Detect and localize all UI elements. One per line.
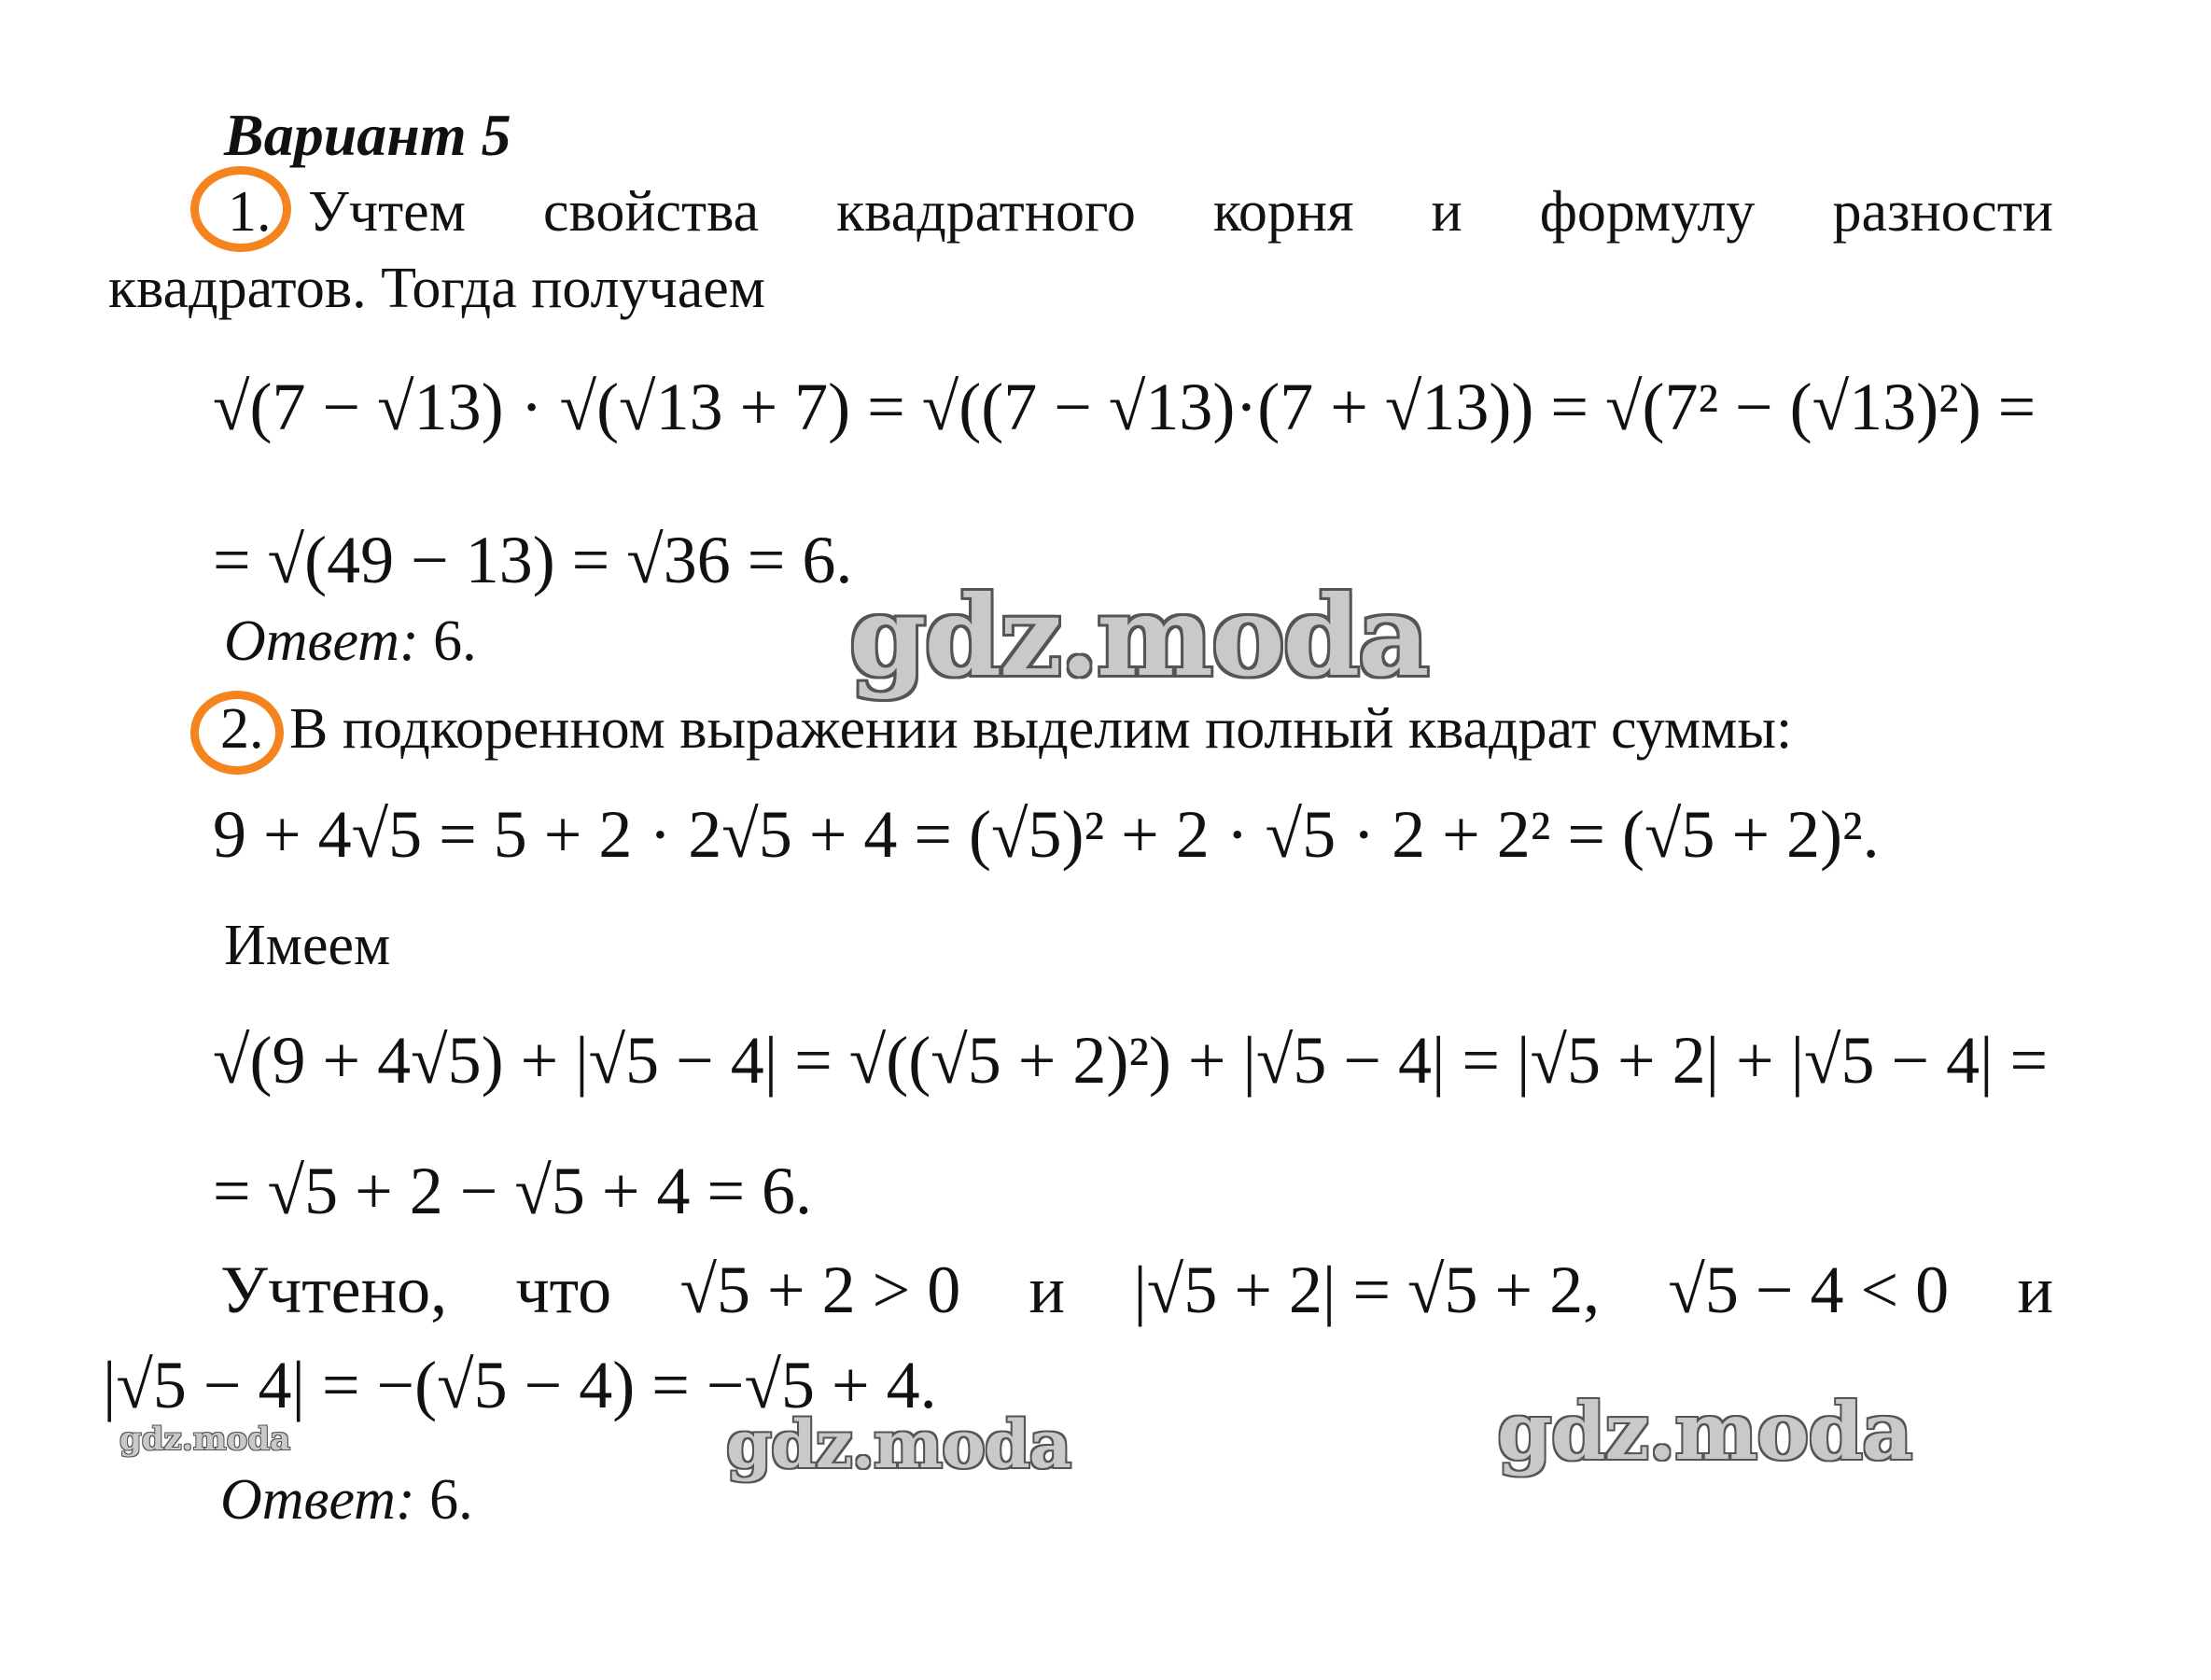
task-2-note-line-2: |√5 − 4| = −(√5 − 4) = −√5 + 4. xyxy=(103,1348,937,1422)
note-part: что xyxy=(515,1253,612,1327)
task-1-formula-2: = √(49 − 13) = √36 = 6. xyxy=(213,523,853,597)
watermark-small: gdz.moda xyxy=(119,1421,291,1458)
note-part: и xyxy=(2017,1253,2053,1327)
task-1-word: корня xyxy=(1212,180,1354,244)
task-2-line-1: В подкоренном выражении выделим полный квадрат суммы: xyxy=(289,697,1793,761)
task-2-answer xyxy=(220,1468,473,1532)
task-1-word: и xyxy=(1431,180,1462,244)
note-part: |√5 + 2| = √5 + 2, xyxy=(1133,1253,1601,1327)
task-1-formula-1: √(7 − √13) · √(√13 + 7) = √((7 − √13)·(7 + √13)) = √(7² − (√13)²) = xyxy=(213,370,2036,444)
answer-label: Ответ: xyxy=(224,609,419,673)
task-1-word: разности xyxy=(1832,180,2053,244)
watermark-main: gdz.moda xyxy=(849,571,1428,701)
answer-label: Ответ: xyxy=(220,1468,415,1532)
note-part: √5 + 2 > 0 xyxy=(679,1253,961,1327)
task-1-line-2: квадратов. Тогда получаем xyxy=(108,257,765,320)
task-1-word: формулу xyxy=(1539,180,1756,244)
note-part: √5 − 4 < 0 xyxy=(1668,1253,1950,1327)
page-title: Вариант 5 xyxy=(224,102,511,168)
task-2-formula-1: 9 + 4√5 = 5 + 2 · 2√5 + 4 = (√5)² + 2 · √5 · 2 + 2² = (√5 + 2)². xyxy=(213,797,1880,872)
task-1-answer xyxy=(224,609,477,673)
task-1-number: 1. xyxy=(228,180,272,244)
watermark-right: gdz.moda xyxy=(1497,1385,1912,1477)
answer-value: 6. xyxy=(414,1468,473,1532)
task-1-word: свойства xyxy=(542,180,760,244)
task-1-word: квадратного xyxy=(836,180,1136,244)
task-2-imeem: Имеем xyxy=(224,914,391,977)
task-2-formula-2: √(9 + 4√5) + |√5 − 4| = √((√5 + 2)²) + |√5 − 4| = |√5 + 2| + |√5 − 4| = xyxy=(213,1023,2049,1098)
task-2-number: 2. xyxy=(220,697,264,761)
answer-value: 6. xyxy=(418,609,477,673)
watermark-center: gdz.moda xyxy=(726,1406,1071,1483)
task-1-word: Учтем xyxy=(308,180,466,244)
note-part: Учтено, xyxy=(220,1253,448,1327)
task-2-formula-3: = √5 + 2 − √5 + 4 = 6. xyxy=(213,1154,813,1228)
task-2-note-line-1 xyxy=(220,1253,2053,1327)
note-part: и xyxy=(1029,1253,1066,1327)
task-1-line-1 xyxy=(308,180,2053,244)
